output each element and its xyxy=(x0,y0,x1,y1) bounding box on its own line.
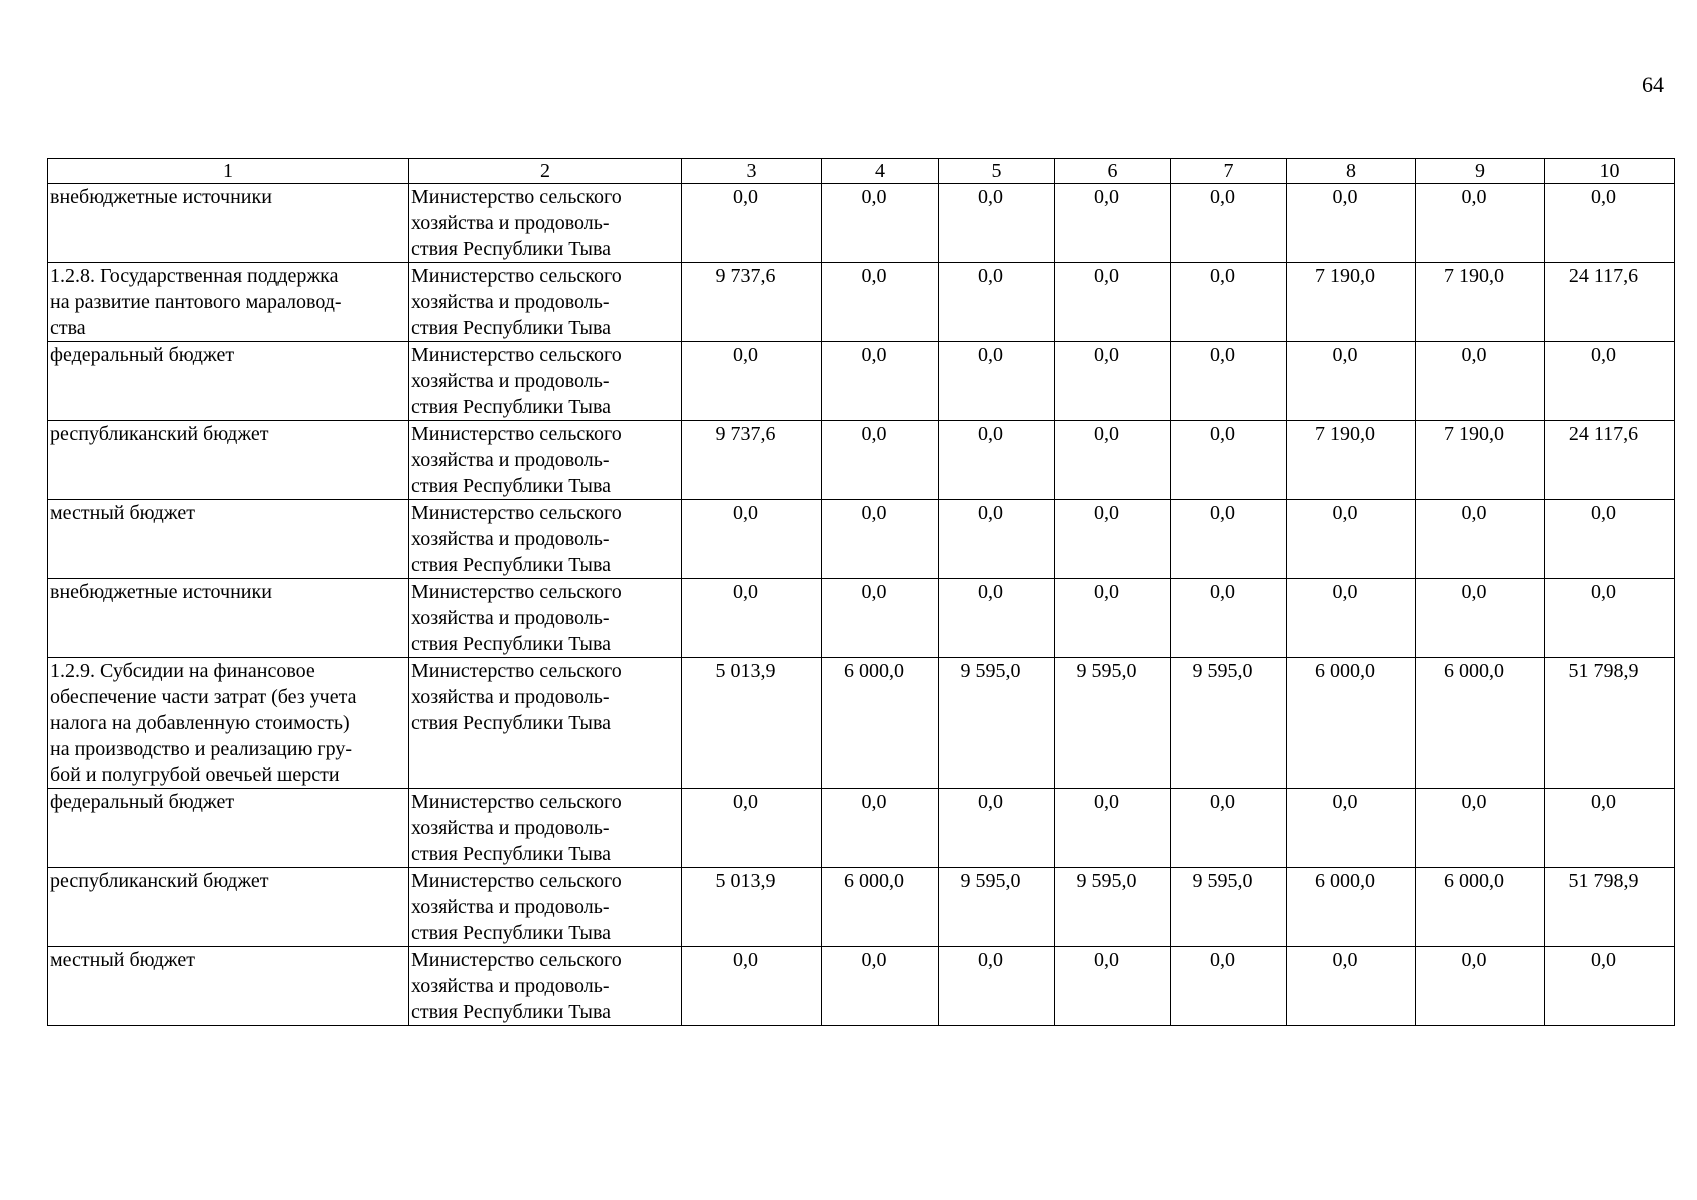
budget-table xyxy=(47,158,1675,1026)
value-cell-col-3: 0,0 xyxy=(682,500,822,579)
header-col-5: 5 xyxy=(939,159,1055,184)
header-col-10: 10 xyxy=(1545,159,1675,184)
header-col-3: 3 xyxy=(682,159,822,184)
value-cell-col-8: 7 190,0 xyxy=(1287,421,1416,500)
value-cell-col-8: 6 000,0 xyxy=(1287,868,1416,947)
value-cell-col-10: 0,0 xyxy=(1545,579,1675,658)
row-name-line: республиканский бюджет xyxy=(50,423,269,445)
responsible-cell xyxy=(409,184,682,263)
row-name-line: бой и полугрубой овечьей шерсти xyxy=(50,764,340,786)
value-cell-col-4: 0,0 xyxy=(822,947,939,1026)
row-name-cell xyxy=(48,500,409,579)
value-cell-col-4: 0,0 xyxy=(822,342,939,421)
value-cell-col-3: 9 737,6 xyxy=(682,421,822,500)
table-row xyxy=(48,579,1675,658)
header-col-6: 6 xyxy=(1055,159,1171,184)
responsible-line: хозяйства и продоволь- xyxy=(411,212,610,234)
value-cell-col-5: 0,0 xyxy=(939,421,1055,500)
responsible-line: ствия Республики Тыва xyxy=(411,475,612,497)
budget-table-container xyxy=(47,158,1674,1026)
responsible-cell xyxy=(409,342,682,421)
value-cell-col-5: 0,0 xyxy=(939,500,1055,579)
value-cell-col-9: 0,0 xyxy=(1416,947,1545,1026)
row-name-cell xyxy=(48,263,409,342)
value-cell-col-6: 0,0 xyxy=(1055,789,1171,868)
responsible-line: хозяйства и продоволь- xyxy=(411,449,610,471)
value-cell-col-8: 0,0 xyxy=(1287,342,1416,421)
row-name-cell xyxy=(48,947,409,1026)
responsible-line: Министерство сельского xyxy=(411,344,622,366)
row-name-line: 1.2.9. Субсидии на финансовое xyxy=(50,660,315,682)
row-name-cell xyxy=(48,789,409,868)
value-cell-col-9: 6 000,0 xyxy=(1416,658,1545,789)
value-cell-col-5: 0,0 xyxy=(939,184,1055,263)
value-cell-col-7: 0,0 xyxy=(1171,263,1287,342)
value-cell-col-10: 0,0 xyxy=(1545,184,1675,263)
value-cell-col-7: 9 595,0 xyxy=(1171,658,1287,789)
responsible-line: Министерство сельского xyxy=(411,423,622,445)
value-cell-col-8: 0,0 xyxy=(1287,184,1416,263)
value-cell-col-9: 7 190,0 xyxy=(1416,421,1545,500)
table-row xyxy=(48,947,1675,1026)
responsible-line: Министерство сельского xyxy=(411,660,622,682)
header-col-8: 8 xyxy=(1287,159,1416,184)
value-cell-col-6: 9 595,0 xyxy=(1055,868,1171,947)
value-cell-col-10: 0,0 xyxy=(1545,342,1675,421)
table-row xyxy=(48,184,1675,263)
responsible-line: Министерство сельского xyxy=(411,870,622,892)
value-cell-col-3: 0,0 xyxy=(682,579,822,658)
value-cell-col-7: 0,0 xyxy=(1171,342,1287,421)
value-cell-col-4: 6 000,0 xyxy=(822,658,939,789)
responsible-cell xyxy=(409,579,682,658)
value-cell-col-8: 0,0 xyxy=(1287,789,1416,868)
value-cell-col-6: 0,0 xyxy=(1055,263,1171,342)
value-cell-col-4: 0,0 xyxy=(822,500,939,579)
table-row xyxy=(48,789,1675,868)
value-cell-col-5: 9 595,0 xyxy=(939,868,1055,947)
value-cell-col-10: 24 117,6 xyxy=(1545,421,1675,500)
table-row xyxy=(48,421,1675,500)
row-name-line: обеспечение части затрат (без учета xyxy=(50,686,357,708)
responsible-line: Министерство сельского xyxy=(411,186,622,208)
responsible-line: хозяйства и продоволь- xyxy=(411,975,610,997)
value-cell-col-9: 0,0 xyxy=(1416,500,1545,579)
responsible-cell xyxy=(409,421,682,500)
value-cell-col-7: 0,0 xyxy=(1171,947,1287,1026)
table-row xyxy=(48,658,1675,789)
value-cell-col-10: 0,0 xyxy=(1545,789,1675,868)
value-cell-col-6: 0,0 xyxy=(1055,579,1171,658)
value-cell-col-7: 0,0 xyxy=(1171,421,1287,500)
responsible-line: хозяйства и продоволь- xyxy=(411,370,610,392)
row-name-line: ства xyxy=(50,317,86,339)
value-cell-col-3: 9 737,6 xyxy=(682,263,822,342)
responsible-cell xyxy=(409,789,682,868)
value-cell-col-8: 6 000,0 xyxy=(1287,658,1416,789)
value-cell-col-10: 24 117,6 xyxy=(1545,263,1675,342)
responsible-cell xyxy=(409,263,682,342)
value-cell-col-9: 6 000,0 xyxy=(1416,868,1545,947)
row-name-line: налога на добавленную стоимость) xyxy=(50,712,350,734)
value-cell-col-9: 0,0 xyxy=(1416,579,1545,658)
row-name-line: 1.2.8. Государственная поддержка xyxy=(50,265,339,287)
value-cell-col-3: 5 013,9 xyxy=(682,658,822,789)
value-cell-col-10: 0,0 xyxy=(1545,947,1675,1026)
row-name-line: республиканский бюджет xyxy=(50,870,269,892)
table-row xyxy=(48,868,1675,947)
row-name-cell xyxy=(48,421,409,500)
value-cell-col-7: 9 595,0 xyxy=(1171,868,1287,947)
value-cell-col-3: 0,0 xyxy=(682,184,822,263)
responsible-line: ствия Республики Тыва xyxy=(411,633,612,655)
responsible-line: ствия Республики Тыва xyxy=(411,1001,612,1023)
responsible-line: хозяйства и продоволь- xyxy=(411,528,610,550)
value-cell-col-7: 0,0 xyxy=(1171,579,1287,658)
responsible-line: ствия Республики Тыва xyxy=(411,922,612,944)
responsible-line: Министерство сельского xyxy=(411,502,622,524)
responsible-line: ствия Республики Тыва xyxy=(411,317,612,339)
responsible-line: хозяйства и продоволь- xyxy=(411,686,610,708)
responsible-line: Министерство сельского xyxy=(411,581,622,603)
value-cell-col-5: 0,0 xyxy=(939,789,1055,868)
row-name-line: на развитие пантового мараловод- xyxy=(50,291,342,313)
value-cell-col-6: 9 595,0 xyxy=(1055,658,1171,789)
responsible-line: Министерство сельского xyxy=(411,791,622,813)
page-number: 64 xyxy=(1642,72,1664,97)
row-name-cell xyxy=(48,342,409,421)
value-cell-col-7: 0,0 xyxy=(1171,184,1287,263)
table-row xyxy=(48,263,1675,342)
row-name-cell xyxy=(48,184,409,263)
value-cell-col-3: 0,0 xyxy=(682,947,822,1026)
value-cell-col-5: 0,0 xyxy=(939,579,1055,658)
value-cell-col-10: 51 798,9 xyxy=(1545,658,1675,789)
value-cell-col-8: 0,0 xyxy=(1287,500,1416,579)
header-col-1: 1 xyxy=(48,159,409,184)
value-cell-col-10: 51 798,9 xyxy=(1545,868,1675,947)
responsible-line: ствия Республики Тыва xyxy=(411,238,612,260)
value-cell-col-5: 0,0 xyxy=(939,342,1055,421)
value-cell-col-6: 0,0 xyxy=(1055,421,1171,500)
header-col-7: 7 xyxy=(1171,159,1287,184)
table-row xyxy=(48,342,1675,421)
value-cell-col-4: 0,0 xyxy=(822,421,939,500)
value-cell-col-8: 0,0 xyxy=(1287,579,1416,658)
value-cell-col-6: 0,0 xyxy=(1055,500,1171,579)
row-name-cell xyxy=(48,658,409,789)
responsible-line: ствия Республики Тыва xyxy=(411,554,612,576)
header-col-2: 2 xyxy=(409,159,682,184)
value-cell-col-10: 0,0 xyxy=(1545,500,1675,579)
value-cell-col-4: 6 000,0 xyxy=(822,868,939,947)
responsible-line: Министерство сельского xyxy=(411,265,622,287)
value-cell-col-5: 9 595,0 xyxy=(939,658,1055,789)
row-name-cell xyxy=(48,868,409,947)
responsible-cell xyxy=(409,500,682,579)
header-row xyxy=(48,159,1675,184)
value-cell-col-9: 0,0 xyxy=(1416,342,1545,421)
value-cell-col-3: 0,0 xyxy=(682,789,822,868)
table-body xyxy=(48,184,1675,1026)
value-cell-col-8: 0,0 xyxy=(1287,947,1416,1026)
table-row xyxy=(48,500,1675,579)
responsible-line: хозяйства и продоволь- xyxy=(411,817,610,839)
responsible-line: хозяйства и продоволь- xyxy=(411,896,610,918)
responsible-line: хозяйства и продоволь- xyxy=(411,291,610,313)
value-cell-col-4: 0,0 xyxy=(822,263,939,342)
value-cell-col-4: 0,0 xyxy=(822,579,939,658)
value-cell-col-5: 0,0 xyxy=(939,947,1055,1026)
value-cell-col-9: 0,0 xyxy=(1416,184,1545,263)
row-name-line: внебюджетные источники xyxy=(50,186,272,208)
responsible-cell xyxy=(409,658,682,789)
header-col-4: 4 xyxy=(822,159,939,184)
value-cell-col-4: 0,0 xyxy=(822,184,939,263)
row-name-cell xyxy=(48,579,409,658)
row-name-line: местный бюджет xyxy=(50,502,195,524)
responsible-line: хозяйства и продоволь- xyxy=(411,607,610,629)
responsible-line: ствия Республики Тыва xyxy=(411,712,612,734)
responsible-line: ствия Республики Тыва xyxy=(411,843,612,865)
value-cell-col-6: 0,0 xyxy=(1055,184,1171,263)
value-cell-col-3: 5 013,9 xyxy=(682,868,822,947)
value-cell-col-4: 0,0 xyxy=(822,789,939,868)
value-cell-col-6: 0,0 xyxy=(1055,947,1171,1026)
value-cell-col-7: 0,0 xyxy=(1171,789,1287,868)
responsible-line: Министерство сельского xyxy=(411,949,622,971)
responsible-line: ствия Республики Тыва xyxy=(411,396,612,418)
row-name-line: внебюджетные источники xyxy=(50,581,272,603)
value-cell-col-9: 7 190,0 xyxy=(1416,263,1545,342)
header-col-9: 9 xyxy=(1416,159,1545,184)
row-name-line: местный бюджет xyxy=(50,949,195,971)
value-cell-col-6: 0,0 xyxy=(1055,342,1171,421)
value-cell-col-7: 0,0 xyxy=(1171,500,1287,579)
value-cell-col-8: 7 190,0 xyxy=(1287,263,1416,342)
row-name-line: на производство и реализацию гру- xyxy=(50,738,353,760)
row-name-line: федеральный бюджет xyxy=(50,791,235,813)
row-name-line: федеральный бюджет xyxy=(50,344,235,366)
value-cell-col-9: 0,0 xyxy=(1416,789,1545,868)
value-cell-col-5: 0,0 xyxy=(939,263,1055,342)
responsible-cell xyxy=(409,868,682,947)
responsible-cell xyxy=(409,947,682,1026)
value-cell-col-3: 0,0 xyxy=(682,342,822,421)
